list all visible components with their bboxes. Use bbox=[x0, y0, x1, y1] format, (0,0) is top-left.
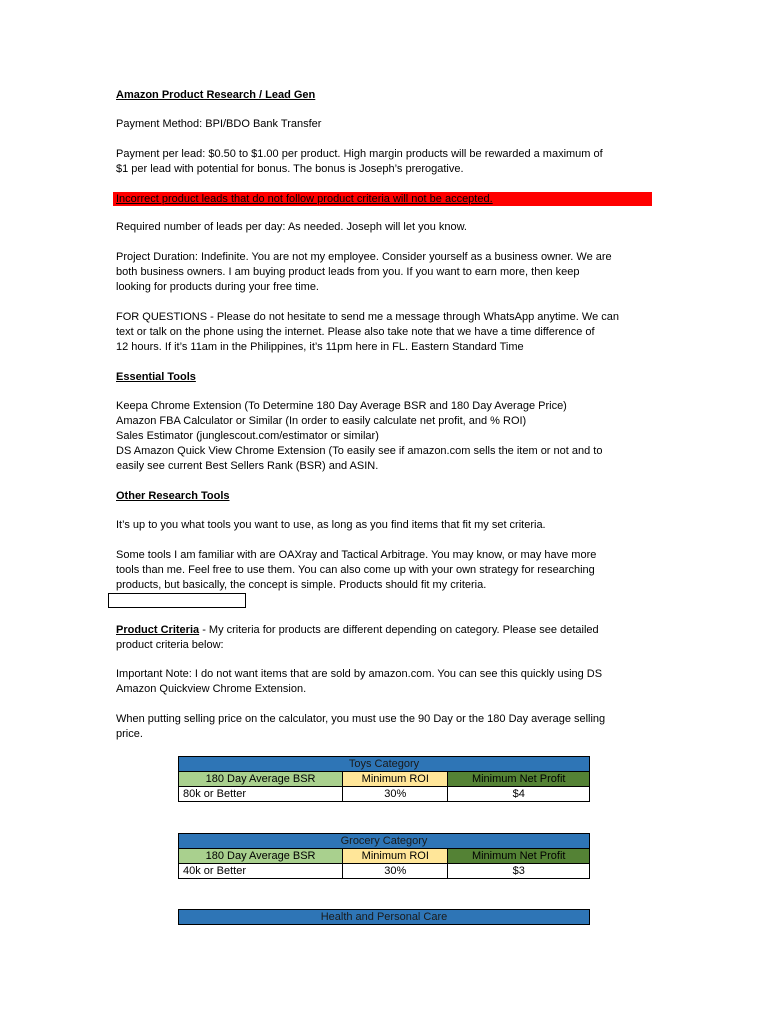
table-category: Toys Category bbox=[179, 757, 590, 772]
document-title: Amazon Product Research / Lead Gen bbox=[116, 89, 316, 101]
table-cell: 40k or Better bbox=[179, 864, 343, 879]
table-header: Minimum Net Profit bbox=[448, 772, 590, 787]
table-header: Minimum ROI bbox=[343, 849, 448, 864]
health-criteria-table bbox=[178, 909, 590, 925]
table-cell: 80k or Better bbox=[179, 787, 343, 802]
table-cell: 30% bbox=[343, 787, 448, 802]
other-tools-heading: Other Research Tools bbox=[116, 490, 230, 502]
table-row bbox=[179, 864, 590, 879]
toys-criteria-table bbox=[178, 756, 590, 802]
table-category: Health and Personal Care bbox=[179, 910, 590, 925]
table-header: 180 Day Average BSR bbox=[179, 772, 343, 787]
questions-paragraph: FOR QUESTIONS - Please do not hesitate to send me a message through WhatsApp anytime. We can text or talk on the phone using the internet. Please also take note that we have a time difference of 12 hours. If it’s 11am in the Philippines, it’s 11pm here in FL. Eastern Standard Time bbox=[116, 311, 619, 353]
table-header: Minimum Net Profit bbox=[448, 849, 590, 864]
table-cell: 30% bbox=[343, 864, 448, 879]
product-criteria-paragraph: Product Criteria - My criteria for products are different depending on category. Please see detailed product criteria below: bbox=[116, 624, 599, 651]
essential-tools-list: Keepa Chrome Extension (To Determine 180 Day Average BSR and 180 Day Average Price) Amazon FBA Calculator or Similar (In order to easily calculate net profit, and % ROI) Sales Estimator (junglescout.com/estimator or similar) DS Amazon Quick View Chrome Extension (To easily see if amazon.com sells the item or not and to easily see current Best Sellers Rank (BSR) and ASIN. bbox=[116, 400, 603, 472]
table-header: 180 Day Average BSR bbox=[179, 849, 343, 864]
table-row bbox=[179, 787, 590, 802]
table-cell: $4 bbox=[448, 787, 590, 802]
table-category: Grocery Category bbox=[179, 834, 590, 849]
project-duration: Project Duration: Indefinite. You are not my employee. Consider yourself as a business owner. We are both business owners. I am buying product leads from you. If you want to earn more, then keep looking for products during your free time. bbox=[116, 251, 612, 293]
empty-text-box bbox=[108, 593, 246, 608]
payment-method: Payment Method: BPI/BDO Bank Transfer bbox=[116, 118, 322, 130]
important-note: Important Note: I do not want items that are sold by amazon.com. You can see this quickly using DS Amazon Quickview Chrome Extension. bbox=[116, 668, 603, 695]
payment-per-lead: Payment per lead: $0.50 to $1.00 per product. High margin products will be rewarded a maximum of $1 per lead with potential for bonus. The bonus is Joseph’s prerogative. bbox=[116, 148, 603, 175]
table-cell: $3 bbox=[448, 864, 590, 879]
other-tools-body: Some tools I am familiar with are OAXray and Tactical Arbitrage. You may know, or may have more tools than me. Feel free to use them. You can also come up with your own strategy for researching products, but basically, the concept is simple. Products should fit my criteria. bbox=[116, 549, 597, 591]
selling-price-note: When putting selling price on the calculator, you must use the 90 Day or the 180 Day average selling price. bbox=[116, 713, 606, 740]
required-leads: Required number of leads per day: As needed. Joseph will let you know. bbox=[116, 221, 467, 233]
grocery-criteria-table bbox=[178, 833, 590, 879]
other-tools-intro: It’s up to you what tools you want to use, as long as you find items that fit my set criteria. bbox=[116, 519, 546, 531]
table-header: Minimum ROI bbox=[343, 772, 448, 787]
product-criteria-heading: Product Criteria bbox=[116, 624, 200, 636]
warning-banner: Incorrect product leads that do not follow product criteria will not be accepted. bbox=[113, 192, 652, 206]
essential-tools-heading: Essential Tools bbox=[116, 371, 196, 383]
